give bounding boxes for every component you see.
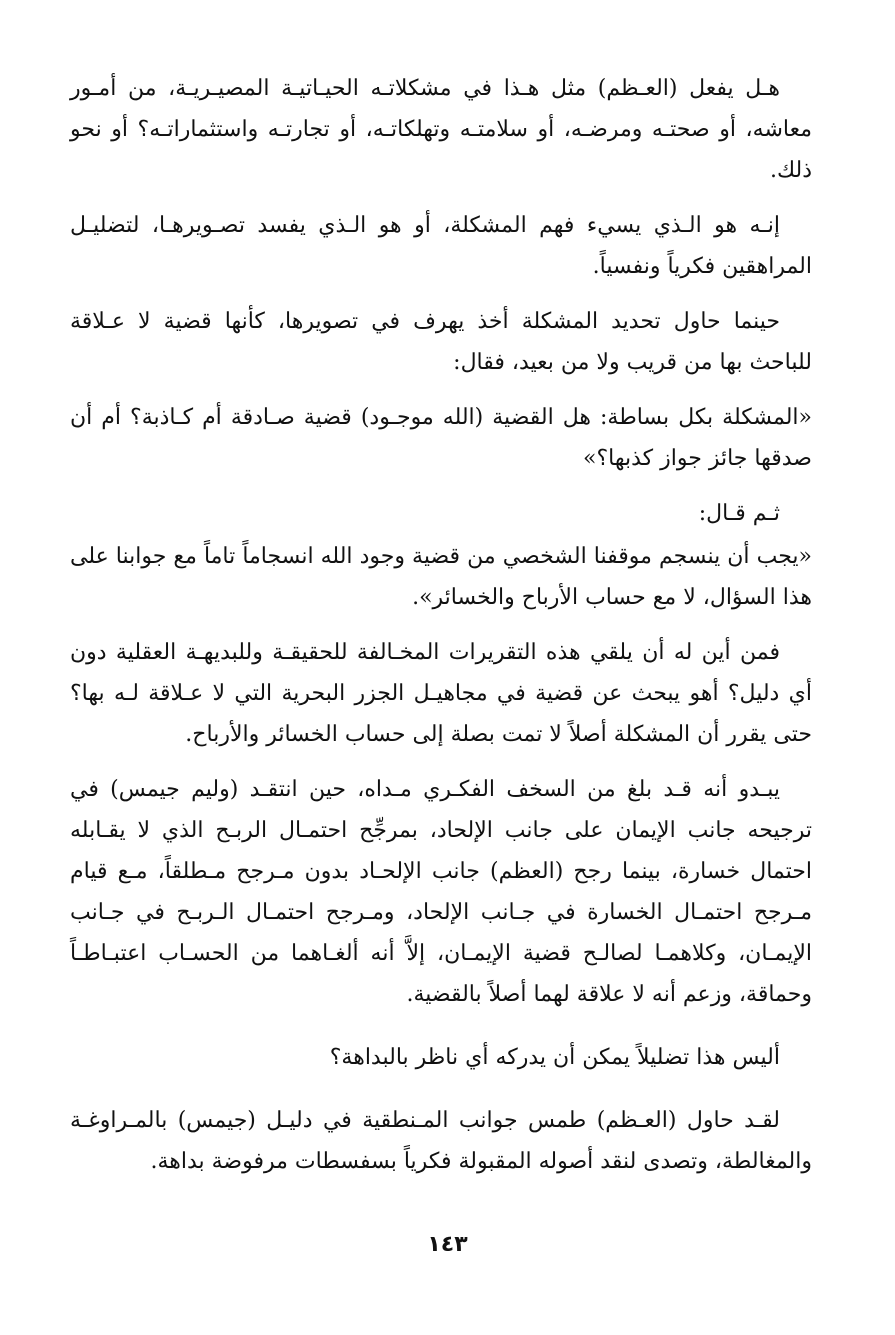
transition-line: ثـم قـال: <box>698 501 780 526</box>
paragraph-6: لقـد حاول (العـظم) طمس جوانب المـنطقية في دليـل (جيمس) بالمـراوغـة والمغالطة، وتصدى لنقد أصوله المقبولة فكرياً بسفسطات مرفوضة بداهة. <box>70 1108 812 1174</box>
question-line: أليس هذا تضليلاً يمكن أن يدركه أي ناظر بالبداهة؟ <box>329 1045 780 1070</box>
paragraph-2: إنـه هو الـذي يسيء فهم المشكلة، أو هو الـذي يفسد تصـويرهـا، لتضليـل المراهقين فكرياً ونفسياً. <box>70 213 812 279</box>
quote-1: «المشكلة بكل بساطة: هل القضية (الله موجـود) قضية صـادقة أم كـاذبة؟ أم أن صدقها جائز جواز كذبها؟» <box>70 405 812 471</box>
paragraph-4: فمن أين له أن يلقي هذه التقريرات المخـالفة للحقيقـة وللبديهـة العقلية دون أي دليل؟ أهو يبحث عن قضية في مجاهيـل الجزر البحرية التي لا عـلاقة لـه بها؟ حتى يقرر أن المشكلة أصلاً لا تمت بصلة إلى حساب الخسائر والأرباح. <box>70 640 812 747</box>
quote-2: «يجب أن ينسجم موقفنا الشخصي من قضية وجود الله انسجاماً تاماً مع جوابنا على هذا السؤال، لا مع حساب الأرباح والخسائر». <box>70 544 812 610</box>
paragraph-1: هـل يفعل (العـظم) مثل هـذا في مشكلاتـه الحيـاتيـة المصيـريـة، من أمـور معاشه، أو صحتـه ومرضـه، أو سلامتـه وتهلكاتـه، أو تجارتـه واستثماراتـه؟ أو نحو ذلك. <box>70 76 812 183</box>
paragraph-3: حينما حاول تحديد المشكلة أخذ يهرف في تصويرها، كأنها قضية لا عـلاقة للباحث بها من قريب ولا من بعيد، فقال: <box>70 309 812 375</box>
page-number: ١٤٣ <box>427 1232 468 1257</box>
paragraph-5: يبـدو أنه قـد بلغ من السخف الفكـري مـداه، حين انتقـد (وليم جيمس) في ترجيحه جانب الإيمان على جانب الإلحاد، بمرجِّح احتمـال الربـح الذي لا يقـابله احتمال خسارة، بينما رجح (العظم) جانب الإلحـاد بدون مـرجح مـطلقاً، مـع قيام مـرجح احتمـال الخسارة في جـانب الإلحاد، ومـرجح احتمـال الـربـح في جـانب الإيمـان، وكلاهمـا لصالـح قضية الإيمـان، إلاَّ أنه ألغـاهما من الحسـاب اعتبـاطـاً وحماقة، وزعم أنه لا علاقة لهما أصلاً بالقضية. <box>70 777 812 1007</box>
page-body <box>70 68 812 1196</box>
